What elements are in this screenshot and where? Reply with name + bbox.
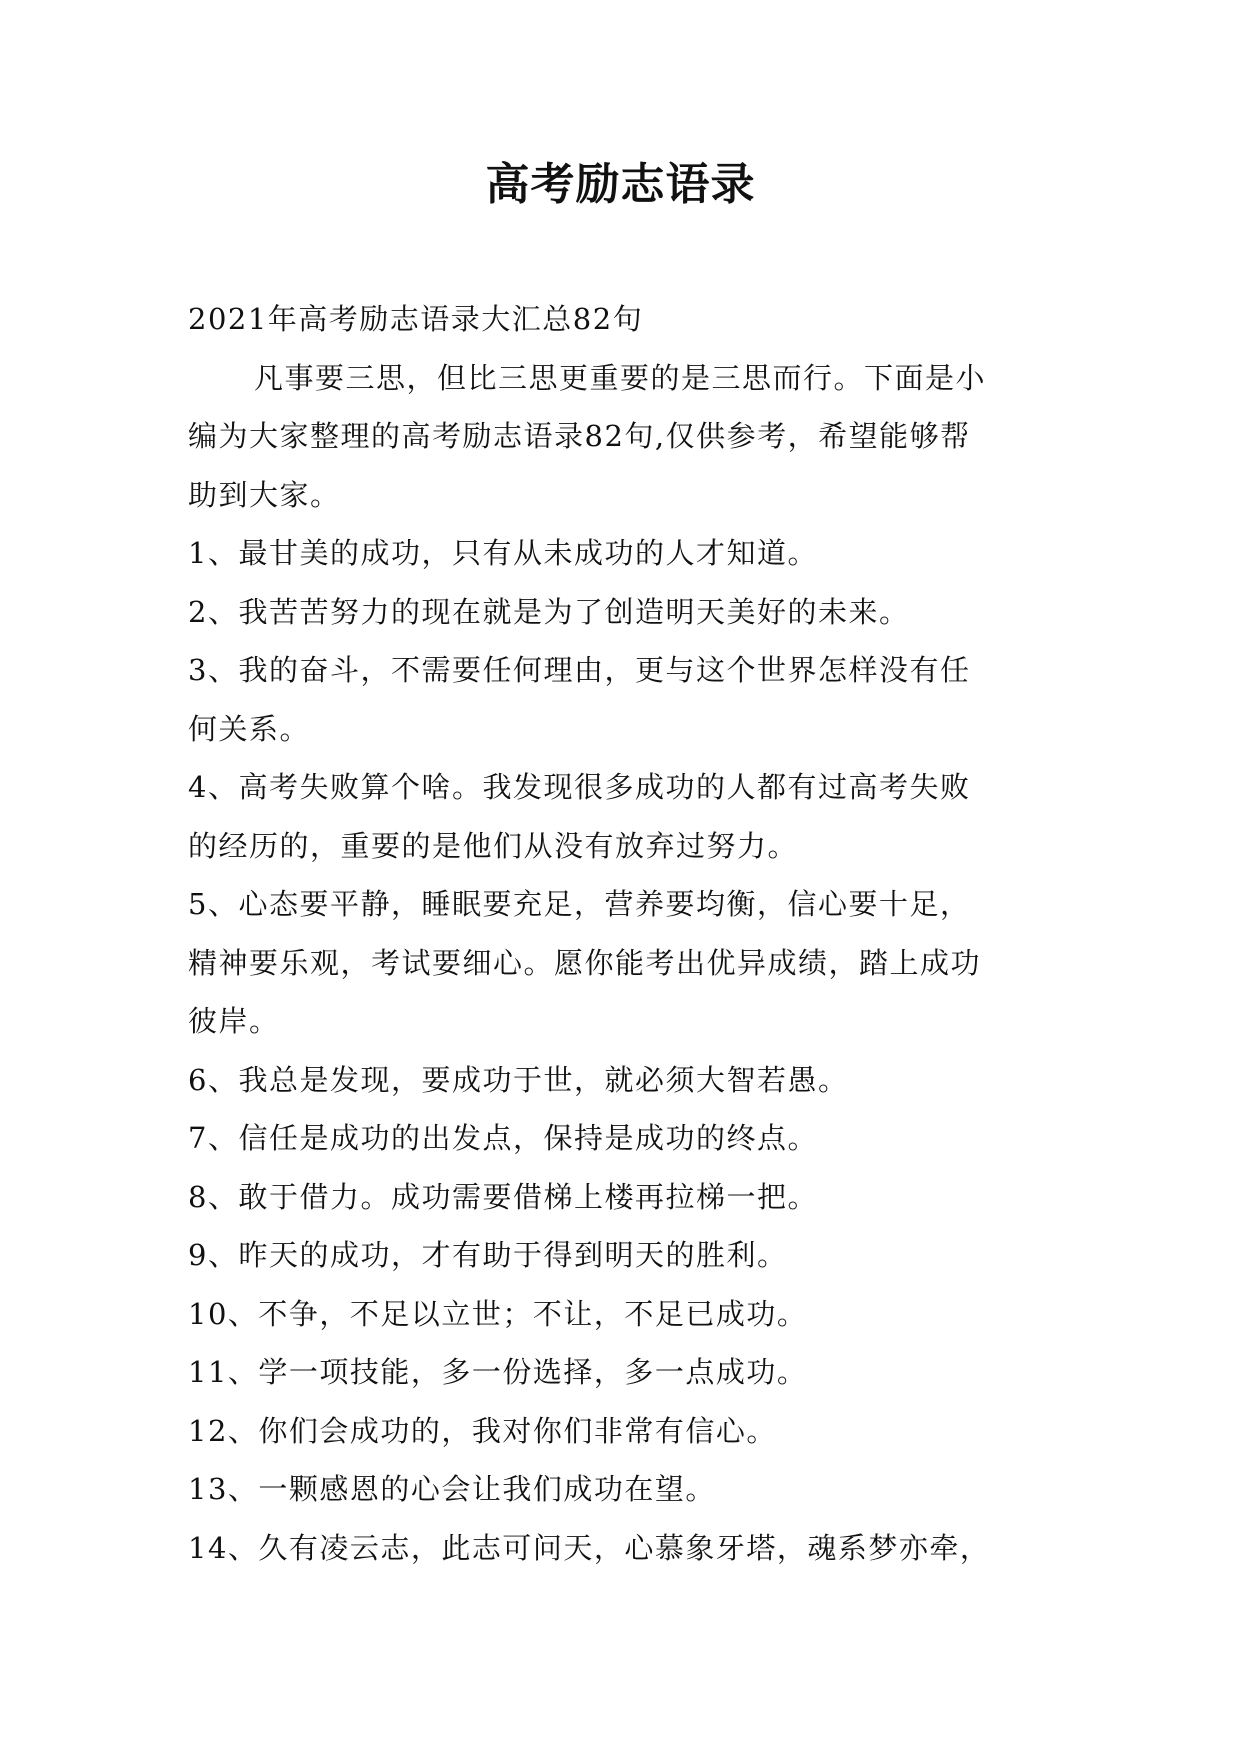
quote-line: 5、心态要平静，睡眠要充足，营养要均衡，信心要十足， [188, 887, 971, 921]
quote-line: 2、我苦苦努力的现在就是为了创造明天美好的未来。 [188, 594, 910, 629]
quote-line: 4、高考失败算个啥。我发现很多成功的人都有过高考失败 [188, 770, 971, 804]
intro-line: 凡事要三思，但比三思更重要的是三思而行。下面是小 [254, 360, 987, 395]
document-title: 高考励志语录 [485, 159, 756, 210]
quote-line: 13、一颗感恩的心会让我们成功在望。 [188, 1472, 716, 1506]
quote-line: 彼岸。 [188, 1004, 280, 1038]
quote-line: 何关系。 [188, 711, 311, 746]
quote-line: 12、你们会成功的，我对你们非常有信心。 [188, 1413, 777, 1448]
quote-line: 7、信任是成功的出发点，保持是成功的终点。 [188, 1121, 818, 1155]
quote-line: 1、最甘美的成功，只有从未成功的人才知道。 [188, 536, 818, 570]
quote-line: 9、昨天的成功，才有助于得到明天的胜利。 [188, 1238, 788, 1272]
quote-line: 精神要乐观，考试要细心。愿你能考出优异成绩，踏上成功 [188, 945, 982, 980]
document-subtitle: 2021年高考励志语录大汇总82句 [188, 302, 644, 336]
quote-line: 3、我的奋斗，不需要任何理由，更与这个世界怎样没有任 [188, 653, 971, 687]
quote-line: 的经历的，重要的是他们从没有放弃过努力。 [188, 828, 799, 863]
document-body [188, 290, 1068, 1577]
quote-line: 6、我总是发现，要成功于世，就必须大智若愚。 [188, 1062, 849, 1097]
intro-line: 助到大家。 [188, 477, 341, 512]
quote-line: 14、久有凌云志，此志可问天，心慕象牙塔，魂系梦亦牵， [188, 1530, 991, 1565]
intro-line: 编为大家整理的高考励志语录82句,仅供参考，希望能够帮 [188, 419, 971, 453]
quote-line: 10、不争，不足以立世；不让，不足已成功。 [188, 1296, 808, 1331]
quote-line: 11、学一项技能，多一份选择，多一点成功。 [188, 1355, 808, 1389]
quote-line: 8、敢于借力。成功需要借梯上楼再拉梯一把。 [188, 1179, 818, 1214]
